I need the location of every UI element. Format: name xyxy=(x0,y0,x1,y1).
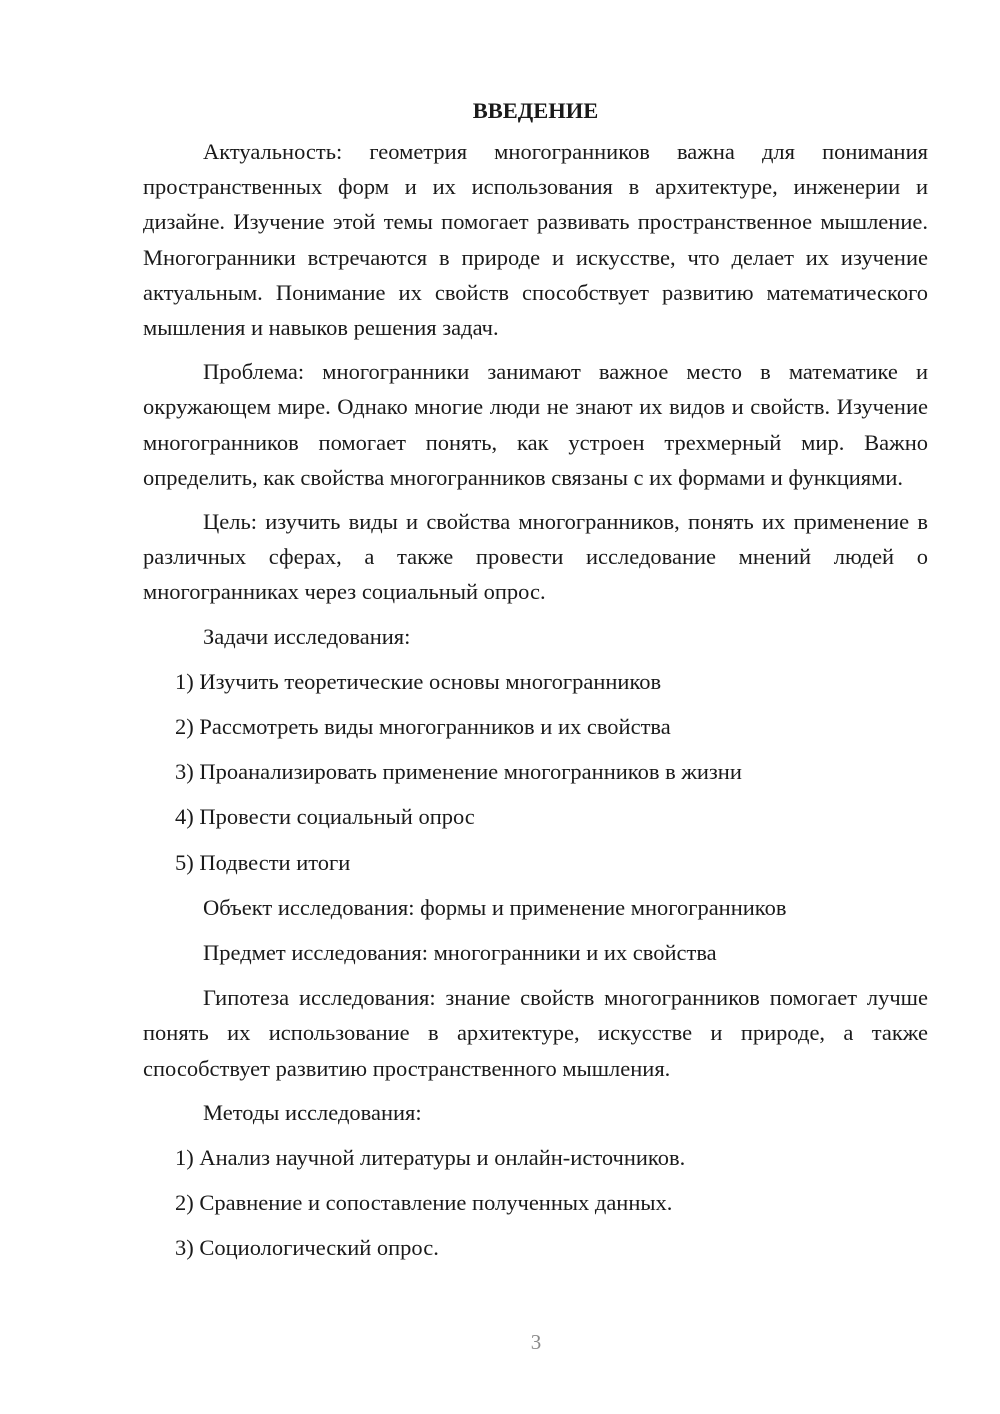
task-item: 2) Рассмотреть виды многогранников и их свойства xyxy=(175,714,671,740)
research-object: Объект исследования: формы и применение многогранников xyxy=(203,894,787,920)
problem-paragraph: Проблема: многогранники занимают важное место в математике и окружающем мире. Однако многие люди не знают их видов и свойств. Изучение многогранников помогает понять, как устроен трехмерный мир. Важно определить, как свойства многогранников связаны с их формами и функциями. xyxy=(143,359,928,490)
relevance-paragraph: Актуальность: геометрия многогранников важна для понимания пространственных форм и их использования в архитектуре, инженерии и дизайне. Изучение этой темы помогает развивать пространственное мышление. Многогранники встречаются в природе и искусстве, что делает их изучение актуальным. Понимание их свойств способствует развитию математического мышления и навыков решения задач. xyxy=(143,139,928,341)
page-content xyxy=(143,93,928,1276)
page-number: 3 xyxy=(530,1330,542,1354)
task-item: 3) Проанализировать применение многогранников в жизни xyxy=(175,759,742,785)
task-item: 1) Изучить теоретические основы многогранников xyxy=(175,668,662,694)
method-item: 1) Анализ научной литературы и онлайн-источников. xyxy=(175,1145,686,1171)
hypothesis-paragraph: Гипотеза исследования: знание свойств многогранников помогает лучше понять их использование в архитектуре, искусстве и природе, а также способствует развитию пространственного мышления. xyxy=(143,985,928,1081)
methods-heading: Методы исследования: xyxy=(203,1099,422,1125)
method-item: 2) Сравнение и сопоставление полученных данных. xyxy=(175,1190,673,1216)
goal-paragraph: Цель: изучить виды и свойства многогранников, понять их применение в различных сферах, а также провести исследование мнений людей о многогранниках через социальный опрос. xyxy=(143,509,928,605)
task-item: 5) Подвести итоги xyxy=(175,849,351,875)
research-subject: Предмет исследования: многогранники и их свойства xyxy=(203,940,717,966)
page-title: ВВЕДЕНИЕ xyxy=(472,98,599,123)
task-item: 4) Провести социальный опрос xyxy=(175,804,475,830)
method-item: 3) Социологический опрос. xyxy=(175,1235,439,1261)
tasks-heading: Задачи исследования: xyxy=(203,623,411,649)
